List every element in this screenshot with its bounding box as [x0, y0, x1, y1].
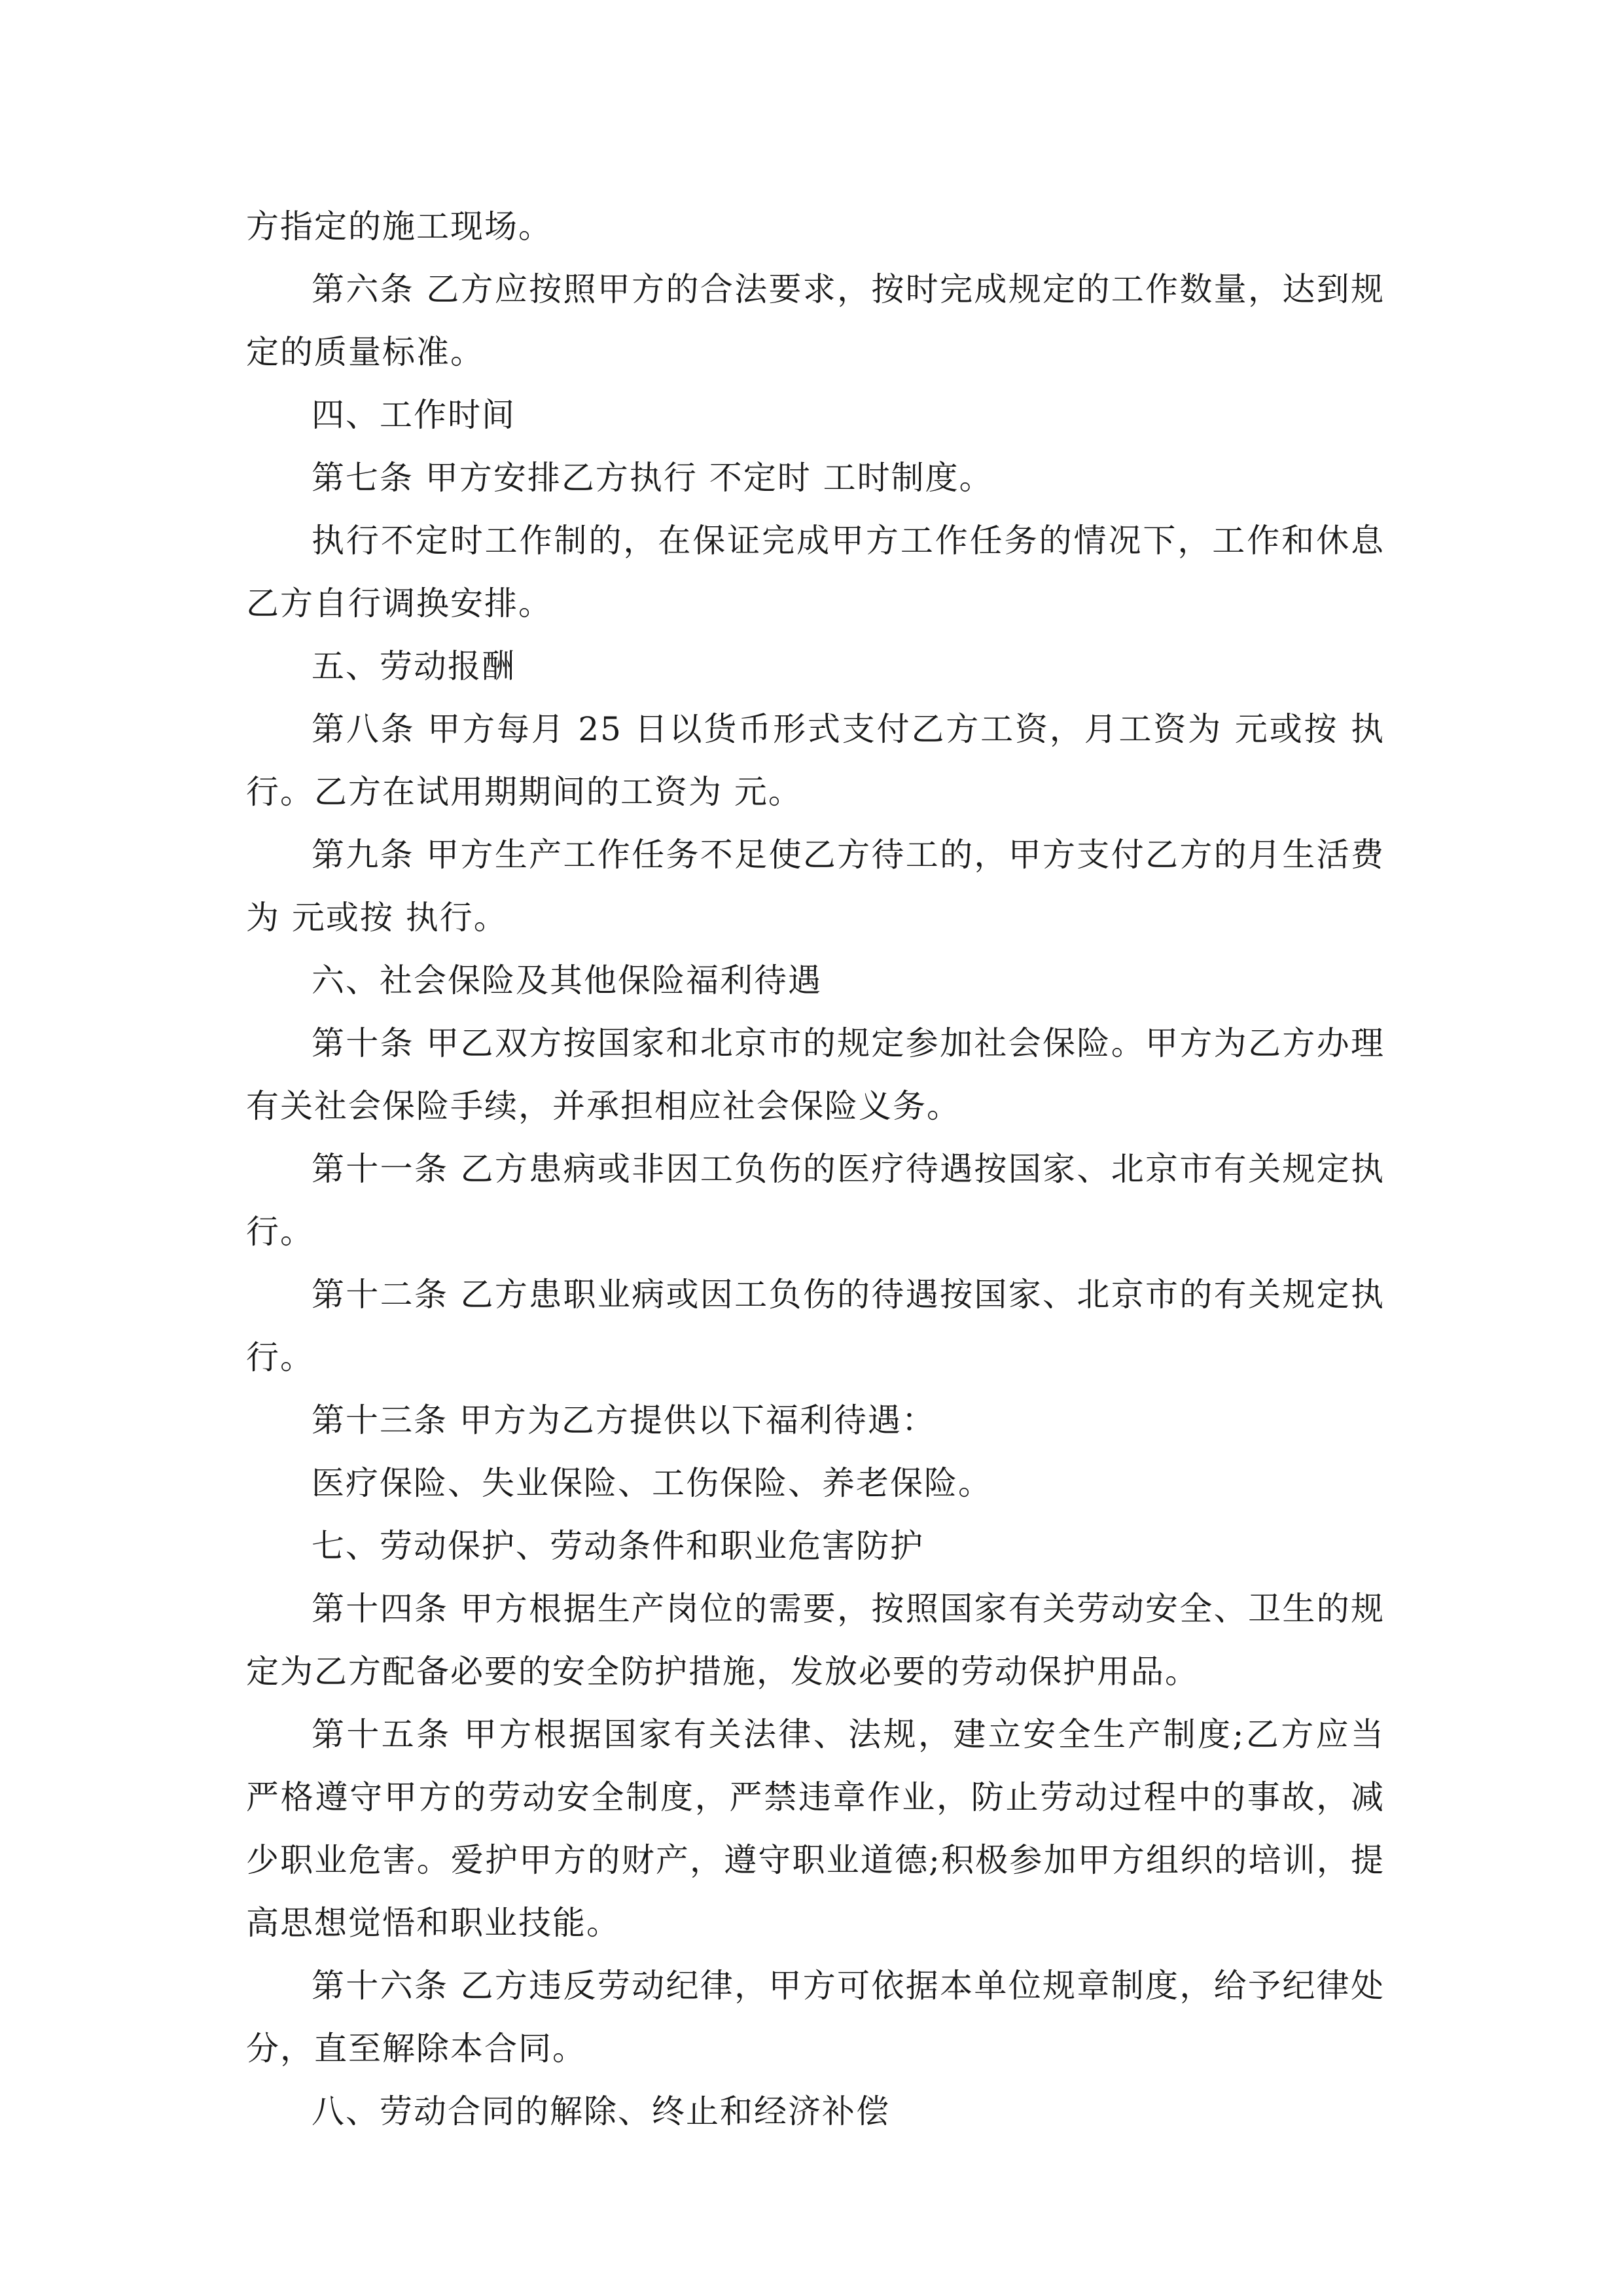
section-heading-insurance: 六、社会保险及其他保险福利待遇	[312, 961, 822, 999]
paragraph-article-14: 第十四条 甲方根据生产岗位的需要，按照国家有关劳动安全、卫生的规定为乙方配备必要的安全防护措施，发放必要的劳动保护用品。	[246, 1590, 1385, 1691]
paragraph-article-11: 第十一条 乙方患病或非因工负伤的医疗待遇按国家、北京市有关规定执行。	[246, 1150, 1385, 1251]
paragraph-article-7: 第七条 甲方安排乙方执行 不定时 工时制度。	[312, 459, 993, 497]
section-heading-termination: 八、劳动合同的解除、终止和经济补偿	[312, 2092, 890, 2130]
paragraph-article-9: 第九条 甲方生产工作任务不足使乙方待工的，甲方支付乙方的月生活费为 元或按 执行。	[246, 836, 1385, 937]
document-body	[246, 195, 1385, 2143]
paragraph-article-8: 第八条 甲方每月 25 日以货币形式支付乙方工资，月工资为 元或按 执行。乙方在试用期期间的工资为 元。	[246, 710, 1385, 811]
section-heading-work-hours: 四、工作时间	[312, 396, 516, 434]
paragraph-article-12: 第十二条 乙方患职业病或因工负伤的待遇按国家、北京市的有关规定执行。	[246, 1276, 1385, 1376]
paragraph-article-15: 第十五条 甲方根据国家有关法律、法规，建立安全生产制度;乙方应当严格遵守甲方的劳动安全制度，严禁违章作业，防止劳动过程中的事故，减少职业危害。爱护甲方的财产，遵守职业道德;积极参加甲方组织的培训，提高思想觉悟和职业技能。	[246, 1715, 1385, 1942]
paragraph-1: 方指定的施工现场。	[246, 207, 552, 245]
paragraph-article-13: 第十三条 甲方为乙方提供以下福利待遇：	[312, 1401, 936, 1439]
paragraph-article-6: 第六条 乙方应按照甲方的合法要求，按时完成规定的工作数量，达到规定的质量标准。	[246, 270, 1385, 371]
section-heading-labor-protection: 七、劳动保护、劳动条件和职业危害防护	[312, 1527, 924, 1565]
paragraph-article-10: 第十条 甲乙双方按国家和北京市的规定参加社会保险。甲方为乙方办理有关社会保险手续，并承担相应社会保险义务。	[246, 1024, 1385, 1125]
paragraph-benefits-list: 医疗保险、失业保险、工伤保险、养老保险。	[312, 1464, 992, 1502]
paragraph-flexible-hours: 执行不定时工作制的，在保证完成甲方工作任务的情况下，工作和休息乙方自行调换安排。	[246, 522, 1385, 622]
paragraph-article-16: 第十六条 乙方违反劳动纪律，甲方可依据本单位规章制度，给予纪律处分，直至解除本合同。	[246, 1967, 1385, 2068]
section-heading-remuneration: 五、劳动报酬	[312, 647, 516, 685]
